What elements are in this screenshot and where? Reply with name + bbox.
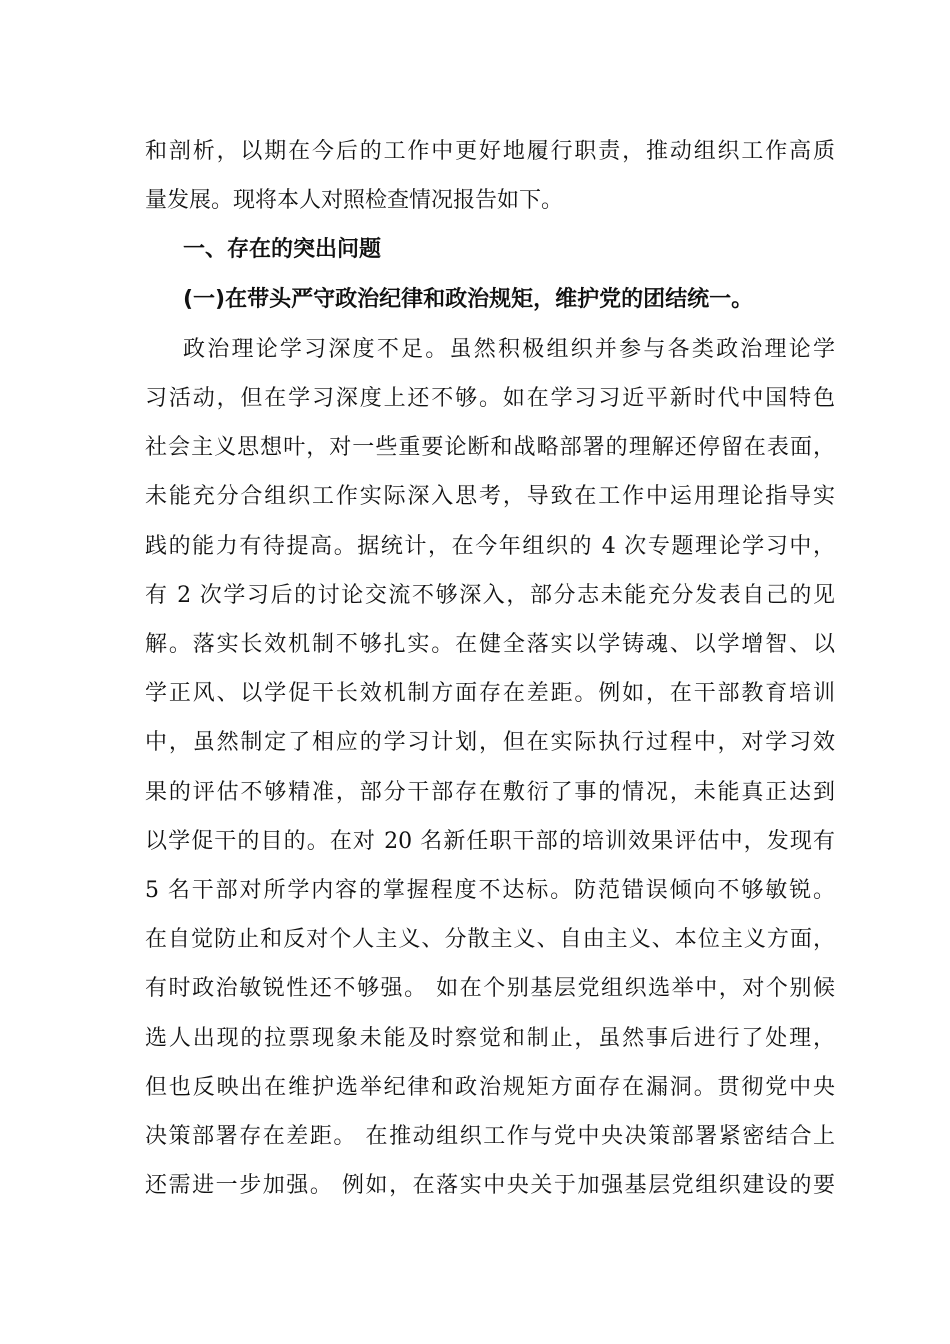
paragraph-line: 习活动，但在学习深度上还不够。如在学习习近平新时代中国特色 [145, 386, 835, 411]
paragraph-line: 选人出现的拉票现象未能及时察觉和制止，虽然事后进行了处理， [145, 1026, 835, 1051]
paragraph-line: 解。落实长效机制不够扎实。在健全落实以学铸魂、以学增智、以 [145, 632, 835, 657]
paragraph-line: 社会主义思想叶，对一些重要论断和战略部署的理解还停留在表面， [145, 435, 835, 460]
paragraph-line: 中，虽然制定了相应的学习计划，但在实际执行过程中，对学习效 [145, 730, 835, 755]
paragraph-line: 还需进一步加强。 例如，在落实中央关于加强基层党组织建设的要 [145, 1173, 835, 1198]
paragraph-line: 量发展。现将本人对照检查情况报告如下。 [145, 188, 564, 213]
paragraph-line: 果的评估不够精准，部分干部存在敷衍了事的情况，未能真正达到 [145, 780, 835, 805]
paragraph-line: 践的能力有待提高。据统计，在今年组织的 4 次专题理论学习中， [145, 534, 835, 559]
paragraph-line: 未能充分合组织工作实际深入思考，导致在工作中运用理论指导实 [145, 484, 835, 509]
paragraph-line: 在自觉防止和反对个人主义、分散主义、自由主义、本位主义方面， [145, 927, 835, 952]
paragraph-line: 5 名干部对所学内容的掌握程度不达标。防范错误倾向不够敏锐。 [145, 878, 835, 903]
paragraph-line: 决策部署存在差距。 在推动组织工作与党中央决策部署紧密结合上 [145, 1124, 835, 1149]
paragraph-line: 政治理论学习深度不足。虽然积极组织并参与各类政治理论学 [183, 337, 835, 362]
paragraph-line: 学正风、以学促干长效机制方面存在差距。例如，在干部教育培训 [145, 681, 835, 706]
paragraph-line: 有 2 次学习后的讨论交流不够深入，部分志未能充分发表自己的见 [145, 583, 835, 608]
paragraph-line: 以学促干的目的。在对 20 名新任职干部的培训效果评估中，发现有 [145, 829, 835, 854]
subsection-heading: (一)在带头严守政治纪律和政治规矩，维护党的团结统一。 [183, 287, 754, 312]
paragraph-line: 有时政治敏锐性还不够强。 如在个别基层党组织选举中，对个别候 [145, 976, 835, 1001]
paragraph-line: 但也反映出在维护选举纪律和政治规矩方面存在漏洞。贯彻党中央 [145, 1075, 835, 1100]
paragraph-line: 和剖析，以期在今后的工作中更好地履行职责，推动组织工作高质 [145, 139, 835, 164]
section-heading: 一、存在的突出问题 [183, 237, 382, 262]
